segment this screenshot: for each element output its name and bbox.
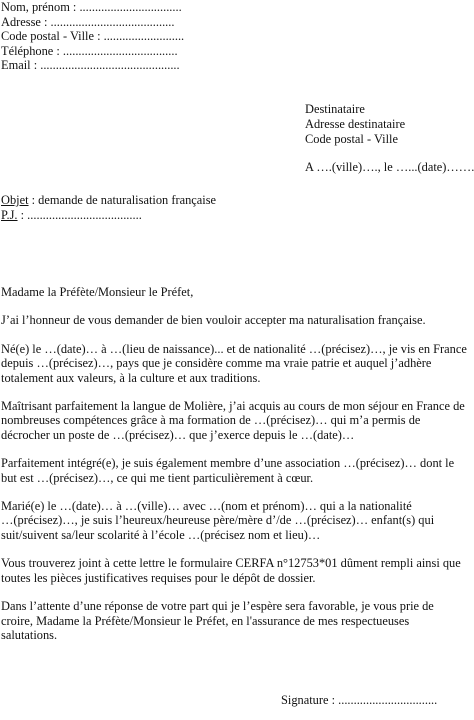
paragraph-closing xyxy=(1,599,473,642)
place-date: A ….(ville)…., le …...(date)……. xyxy=(305,160,474,174)
paragraph-language xyxy=(1,399,473,442)
pj-label: P.J. xyxy=(1,208,18,223)
paragraph-line: Marié(e) le …(date)… à …(ville)… avec …(nom et prénom)… qui a la nationalité xyxy=(1,499,412,514)
paragraph-line: depuis …(précisez)…, pays que je considère comme ma vraie patrie et auquel j’adhère xyxy=(1,356,432,371)
paragraph-line: totalement aux valeurs, à la culture et aux traditions. xyxy=(1,370,261,385)
recipient-address: Adresse destinataire xyxy=(305,117,406,132)
recipient-postal: Code postal - Ville xyxy=(305,132,398,147)
sender-email: Email : ............................................. xyxy=(1,58,180,73)
pj-text: : ..................................... xyxy=(17,208,142,223)
sender-block xyxy=(1,0,184,73)
paragraph-line: Parfaitement intégré(e), je suis également membre d’une association …(précisez)… dont le xyxy=(1,456,455,471)
paragraph-line: décrocher un poste de …(précisez)… que j’exerce depuis le …(date)… xyxy=(1,427,355,442)
paragraph-line: Né(e) le …(date)… à …(lieu de naissance)... et de nationalité …(précisez)…, je vis en France xyxy=(1,341,467,356)
recipient-name: Destinataire xyxy=(305,102,365,116)
salutation: Madame la Préfète/Monsieur le Préfet, xyxy=(1,285,194,299)
paragraph-integration xyxy=(1,456,473,485)
attachments-line xyxy=(1,208,216,223)
paragraph-line: toutes les pièces justificatives requises pour le dépôt de dossier. xyxy=(1,570,316,585)
objet-label: Objet xyxy=(1,193,29,207)
paragraph-line: Dans l’attente d’une réponse de votre part qui je l’espère sera favorable, je vous prie de xyxy=(1,599,434,614)
paragraph-line: but est …(précisez)…, ce qui me tient particulièrement à cœur. xyxy=(1,470,314,485)
paragraph-line: nombreuses compétences grâce à ma formation de …(précisez)… qui m’a permis de xyxy=(1,413,421,428)
paragraph-intro: J’ai l’honneur de vous demander de bien vouloir accepter ma naturalisation française. xyxy=(1,313,426,328)
paragraph-line: suit/suivent sa/leur scolarité à l’école …(précisez nom et lieu)… xyxy=(1,527,321,542)
paragraph-origin xyxy=(1,342,473,385)
paragraph-attachments xyxy=(1,556,473,585)
paragraph-line: …(précisez)…, je suis l’heureux/heureuse père/mère d’/de …(précisez)… enfant(s) qui xyxy=(1,513,435,528)
paragraph-line: salutations. xyxy=(1,627,58,642)
paragraph-family xyxy=(1,499,473,542)
sender-postal: Code postal - Ville : .......................... xyxy=(1,29,185,44)
paragraph-line: croire, Madame la Préfète/Monsieur le Préfet, en l'assurance de mes respectueuses xyxy=(1,613,410,628)
sender-address: Adresse : ........................................ xyxy=(1,14,175,29)
subject-line xyxy=(1,193,216,208)
objet-text: : demande de naturalisation française xyxy=(28,193,217,207)
paragraph-line: Vous trouverez joint à cette lettre le formulaire CERFA n°12753*01 dûment rempli ainsi que xyxy=(1,556,461,571)
sender-name: Nom, prénom : ................................. xyxy=(1,0,182,14)
subject-block xyxy=(1,193,216,224)
signature-line: Signature : ................................ xyxy=(281,693,438,707)
letter-body xyxy=(1,285,473,642)
paragraph-line: Maîtrisant parfaitement la langue de Molière, j’ai acquis au cours de mon séjour en France de xyxy=(1,399,465,414)
recipient-block xyxy=(305,102,405,148)
sender-phone: Téléphone : ..................................... xyxy=(1,43,178,58)
